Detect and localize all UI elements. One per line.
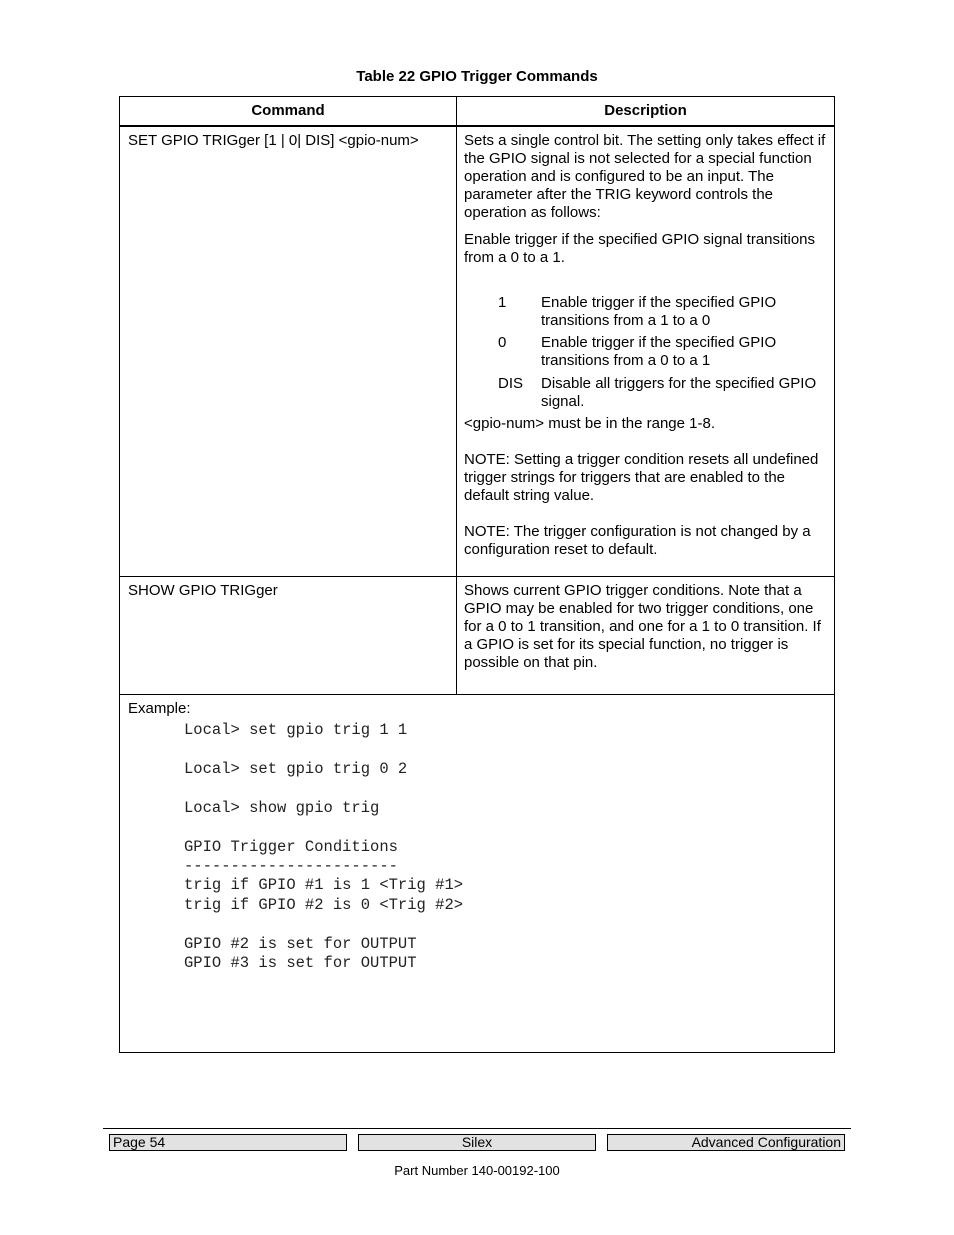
example-line: ----------------------- <box>184 857 398 875</box>
option-key: 1 <box>498 294 507 311</box>
footer-page-number: Page 54 <box>109 1134 347 1151</box>
example-line: Local> set gpio trig 0 2 <box>184 760 408 778</box>
row-rule <box>120 576 834 577</box>
row-rule <box>120 694 834 695</box>
row1-desc-intro: Sets a single control bit. The setting only takes effect if the GPIO signal is not selected for a special function operation and is configured to be an input. The parameter after the TRIG keyword controls the operation as follows: <box>464 132 826 221</box>
row2-description: Shows current GPIO trigger conditions. Note that a GPIO may be enabled for two trigger conditions, one for a 0 to 1 transition, and one for a 1 to 0 transition. If a GPIO is set for its special function, no trigger is possible on that pin. <box>464 582 821 671</box>
footer-section: Advanced Configuration <box>607 1134 845 1151</box>
footer-rule <box>103 1128 851 1129</box>
header-command: Command <box>251 102 325 119</box>
example-label: Example: <box>128 700 191 717</box>
example-line: Local> show gpio trig <box>184 799 380 817</box>
footer-part-number: Part Number 140-00192-100 <box>394 1163 560 1178</box>
column-divider <box>456 97 457 694</box>
option-value: Enable trigger if the specified GPIO transitions from a 0 to a 1 <box>541 334 777 369</box>
row1-note-2: NOTE: The trigger configuration is not changed by a configuration reset to default. <box>464 523 811 558</box>
option-value: Disable all triggers for the specified GPIO signal. <box>541 375 817 410</box>
row1-note-1: NOTE: Setting a trigger condition resets all undefined trigger strings for triggers that are enabled to the default string value. <box>464 451 819 504</box>
gpio-trigger-table <box>119 96 835 1053</box>
example-line: GPIO Trigger Conditions <box>184 838 398 856</box>
example-line: GPIO #2 is set for OUTPUT <box>184 935 417 953</box>
row2-command: SHOW GPIO TRIGger <box>128 582 278 599</box>
example-line: trig if GPIO #1 is 1 <Trig #1> <box>184 876 464 894</box>
example-line: Local> set gpio trig 1 1 <box>184 721 408 739</box>
example-line: GPIO #3 is set for OUTPUT <box>184 954 417 972</box>
header-description: Description <box>604 102 687 119</box>
row1-range-note: <gpio-num> must be in the range 1-8. <box>464 415 715 432</box>
option-key: 0 <box>498 334 507 351</box>
row1-command: SET GPIO TRIGger [1 | 0| DIS] <gpio-num> <box>128 132 419 149</box>
header-rule <box>120 125 834 127</box>
footer-company: Silex <box>358 1134 596 1151</box>
table-caption: Table 22 GPIO Trigger Commands <box>356 68 598 85</box>
option-value: Enable trigger if the specified GPIO transitions from a 1 to a 0 <box>541 294 777 329</box>
row1-desc-enable: Enable trigger if the specified GPIO signal transitions from a 0 to a 1. <box>464 231 816 266</box>
option-key: DIS <box>498 375 524 392</box>
example-line: trig if GPIO #2 is 0 <Trig #2> <box>184 896 464 914</box>
